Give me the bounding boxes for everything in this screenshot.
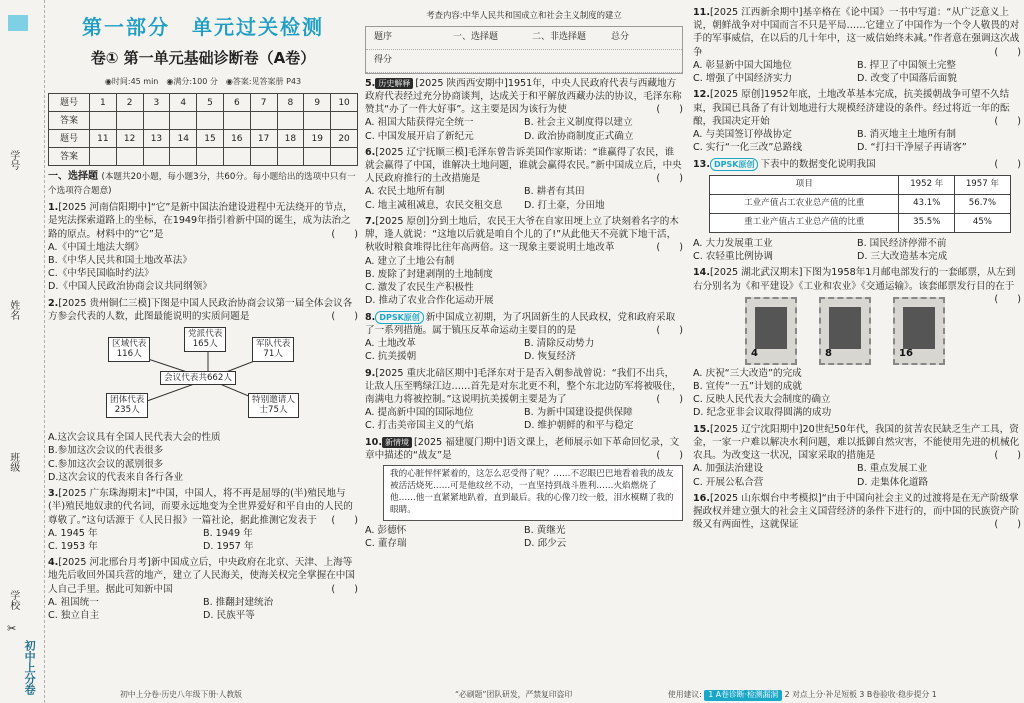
answer-cell[interactable] xyxy=(143,148,170,166)
usage-step-2: 2 对点上分·补足短板 xyxy=(784,690,857,700)
exam-info: ◉时间:45 min ◉满分:100 分 ◉答案:见答案册 P43 xyxy=(104,77,302,87)
option[interactable]: D. 走集体化道路 xyxy=(857,476,929,488)
question-number: 3. xyxy=(48,488,59,500)
option[interactable]: D. 1957 年 xyxy=(203,541,254,553)
grid-cell: 9 xyxy=(304,94,331,112)
grid-cell: 12 xyxy=(116,130,143,148)
option[interactable]: C.参加这次会议的派别很多 xyxy=(48,458,164,470)
question[interactable] xyxy=(693,158,1021,264)
question-number: 4. xyxy=(48,557,59,569)
option[interactable]: A. 土地改革 xyxy=(365,338,416,350)
stamp-image xyxy=(819,297,871,365)
option[interactable]: A. 与美国签订停战协定 xyxy=(693,129,792,141)
grid-cell: 13 xyxy=(143,130,170,148)
answer-cell[interactable] xyxy=(143,112,170,130)
option[interactable]: B. 捍卫了中国领土完整 xyxy=(857,59,957,71)
option[interactable]: A.这次会议具有全国人民代表大会的性质 xyxy=(48,432,221,444)
answer-cell[interactable] xyxy=(304,112,331,130)
memoir-box: 我的心脏怦怦紧着的，这怎么忍受得了呢？……不忍眼巴巴地看着我的战友被活活烧死……可是他纹丝不动，一直坚持到战斗胜利……火焰燃烧了他……他一直紧紧地趴着，直到最后。我的心像刀绞一般，泪水模糊了我的眼睛。 xyxy=(383,465,683,520)
grid-cell: 15 xyxy=(197,130,224,148)
question-text: [2025 重庆北碚区期中]毛泽东对于是否入朝参战曾说：“我们不出兵，让敌人压至鸭绿江边……首先是对东北更不利，整个东北边防军将被吸住，南满电力将被控制。”这说明抗美援朝主要是为了 xyxy=(365,367,682,405)
grid-cell: 3 xyxy=(143,94,170,112)
options xyxy=(693,128,1021,154)
grid-cell: 4 xyxy=(170,94,197,112)
question-stem xyxy=(365,146,683,186)
option[interactable]: C. 抗美援朝 xyxy=(365,351,417,363)
score-header: 二、非选择题 xyxy=(532,32,587,43)
answer-cell[interactable] xyxy=(223,112,250,130)
grid-cell: 7 xyxy=(250,94,277,112)
margin-brand: 初中上分卷 xyxy=(23,640,37,695)
option[interactable]: A. 祖国统一 xyxy=(48,596,99,608)
option[interactable]: D. 推动了农业合作化运动开展 xyxy=(365,295,494,307)
grid-cell: 6 xyxy=(223,94,250,112)
option[interactable]: A. 祖国大陆获得完全统一 xyxy=(365,117,474,129)
question-number: 1. xyxy=(48,202,59,214)
option[interactable]: A. 提高新中国的国际地位 xyxy=(365,407,474,419)
answer-parens: ( ) xyxy=(656,449,683,461)
option[interactable]: C. 开展公私合营 xyxy=(693,476,764,488)
stamp-image xyxy=(745,297,797,365)
options xyxy=(48,241,358,294)
question-list xyxy=(48,201,358,622)
score-header: 题序 xyxy=(374,32,393,43)
grid-cell: 20 xyxy=(331,130,358,148)
options xyxy=(693,462,1021,488)
option[interactable]: B. 推翻封建统治 xyxy=(203,596,274,608)
question-number: 15. xyxy=(693,423,710,435)
question-number: 6. xyxy=(365,146,376,158)
option[interactable]: D. 邱少云 xyxy=(524,537,567,549)
option[interactable]: C. 激发了农民生产积极性 xyxy=(365,282,474,294)
answer-cell[interactable] xyxy=(223,148,250,166)
answer-cell[interactable] xyxy=(197,112,224,130)
option[interactable]: C. 增强了中国经济实力 xyxy=(693,73,793,85)
question-text: [2025 河北邢台月考]新中国成立后，中央政府在北京、天津、上海等地先后收回外国兵营的地产，建立了人民海关，使海关权完全掌握在中国人自己手里。据此可知新中国 xyxy=(48,557,355,595)
table-cell: 43.1% xyxy=(899,194,955,213)
option[interactable]: C. 中国发展开启了新纪元 xyxy=(365,130,474,142)
table-cell: 56.7% xyxy=(955,194,1011,213)
question[interactable] xyxy=(365,215,683,308)
data-table xyxy=(709,175,1011,233)
options xyxy=(365,185,683,211)
option[interactable]: D.这次会议的代表来自各行各业 xyxy=(48,471,184,483)
answer-cell[interactable] xyxy=(170,148,197,166)
question-text: [2025 原创]分到土地后，农民王大爷在自家田埂上立了块刻着名字的木牌，逢人就说：“这地以后就是咱自个儿的了!”从此他天不亮就下地干活，秋收时粮食堆得比往年高两倍。这一现象主要说明土地改革 xyxy=(365,215,679,254)
score-box xyxy=(365,26,683,74)
question-stem xyxy=(693,88,1021,128)
question-stem xyxy=(365,311,683,337)
option[interactable]: D. 恢复经济 xyxy=(524,351,576,363)
question-number: 13. xyxy=(693,158,710,170)
stamp-value: 4 xyxy=(751,347,758,359)
question-number: 10. xyxy=(365,436,382,448)
question-text: 新中国成立初期，为了巩固新生的人民政权，党和政府采取了一系列措施。属于镇压反革命运动主要目的的是 xyxy=(365,311,676,336)
option[interactable]: B. 废除了封建剥削的土地制度 xyxy=(365,268,493,280)
grid-cell: 10 xyxy=(331,94,358,112)
question-list xyxy=(365,77,683,550)
scissors-icon: ✂ xyxy=(5,622,19,635)
question-number: 14. xyxy=(693,267,710,279)
question[interactable] xyxy=(365,77,683,143)
question-text: [2025 贵州铜仁三模]下图是中国人民政治协商会议第一届全体会议各方参会代表的人数，此图最能说明的实质问题是 xyxy=(48,297,353,322)
answer-parens: ( ) xyxy=(994,519,1021,531)
question[interactable] xyxy=(365,311,683,364)
topic-header: 考查内容:中华人民共和国成立和社会主义制度的建立 xyxy=(426,10,622,20)
option[interactable]: D. “打扫干净屋子再请客” xyxy=(857,142,967,154)
option[interactable]: A. 1945 年 xyxy=(48,527,98,539)
options xyxy=(693,237,1021,263)
stamp-image xyxy=(893,297,945,365)
question-stem xyxy=(693,6,1021,59)
option[interactable]: B.参加这次会议的代表很多 xyxy=(48,445,164,457)
options xyxy=(48,431,358,484)
question-stem xyxy=(365,367,683,407)
part-title: 第一部分 单元过关检测 xyxy=(82,15,324,39)
column-3 xyxy=(693,0,1021,703)
question-text: [2025 山东烟台中考模拟]“由于中国向社会主义的过渡将是在无产阶级掌握政权并建立强大的社会主义国营经济的条件下进行的，而中国的民族资产阶级又有两面性，这就保证 xyxy=(693,492,1020,531)
paper-title: 卷① 第一单元基础诊断卷（A卷） xyxy=(90,48,316,67)
usage-step-3: 3 B卷验收·稳步提分 xyxy=(859,690,930,700)
options xyxy=(693,367,1021,420)
answer-cell[interactable] xyxy=(197,148,224,166)
answer-parens: ( ) xyxy=(331,310,358,322)
question-text: [2025 湖北武汉期末]下图为1958年1月邮电部发行的一套邮票，从左到右分别名为《和平建设》《工业和农业》《交通运输》。该套邮票发行目的在于 xyxy=(693,267,1016,292)
option[interactable]: C. 反映人民代表大会制度的确立 xyxy=(693,394,831,406)
table-header: 1957 年 xyxy=(955,175,1011,194)
question-text: [2025 辽宁抚顺三模]毛泽东曾告诉美国作家斯诺：“谁赢得了农民，谁就会赢得了中国，谁解决土地问题，谁就会赢得农民。”新中国成立后，中央人民政府推行的土改措施是 xyxy=(365,146,682,185)
option[interactable]: A. 彭德怀 xyxy=(365,524,407,536)
question-stem xyxy=(365,436,683,462)
option[interactable]: B. 耕者有其田 xyxy=(524,186,585,198)
answer-grid xyxy=(48,93,358,166)
options xyxy=(365,255,683,308)
question-number: 9. xyxy=(365,367,376,379)
question-stem xyxy=(365,215,683,255)
margin-label-name: 姓名 xyxy=(7,300,19,320)
option[interactable]: B. 为新中国建设提供保障 xyxy=(524,407,633,419)
question[interactable] xyxy=(48,297,358,484)
table-header: 1952 年 xyxy=(899,175,955,194)
diagram-center-box: 会议代表共662人 xyxy=(160,371,236,385)
table-cell: 35.5% xyxy=(899,213,955,232)
option[interactable]: C. 董存瑞 xyxy=(365,537,407,549)
question-tag: 新情境 xyxy=(382,437,412,448)
question-text: [2025 陕西西安期中]1951年，中央人民政府代表与西藏地方政府代表经过充分协商谈判，达成关于和平解放西藏办法的协议，毛泽东称赞其“办了一件大好事”。这主要是因为该行为使 xyxy=(365,77,682,116)
question[interactable] xyxy=(365,436,683,550)
question-text: [2025 福建厦门期中]语文课上，老师展示如下革命回忆录，文章中描述的“战友”是 xyxy=(365,436,680,461)
question[interactable] xyxy=(693,492,1021,532)
option[interactable]: D. 民族平等 xyxy=(203,610,255,622)
question-number: 5. xyxy=(365,77,376,89)
answer-parens: ( ) xyxy=(331,514,358,526)
options xyxy=(365,406,683,432)
answer-parens: ( ) xyxy=(656,173,683,185)
question-stem xyxy=(48,201,358,241)
question[interactable] xyxy=(48,556,358,622)
option[interactable]: A.《中国土地法大纲》 xyxy=(48,241,144,253)
option[interactable]: B. 社会主义制度得以建立 xyxy=(524,117,633,129)
question-stem xyxy=(365,77,683,117)
answer-cell[interactable] xyxy=(277,148,304,166)
column-2 xyxy=(365,0,683,703)
question-stem xyxy=(48,487,358,527)
question-stem xyxy=(693,266,1021,305)
question-text: [2025 江西新余期中]基辛格在《论中国》一书中写道：“从广泛意义上说，朝鲜战争对中国而言不只是平局……它建立了中国作为一个令人敬畏的对手的军事威信，在以后的几十年中，这一威信始终未减。”作者意在强调这次战争 xyxy=(693,7,1020,58)
question-number: 8. xyxy=(365,311,376,323)
table-cell: 工业产值占工农业总产值的比重 xyxy=(710,194,899,213)
grid-cell: 14 xyxy=(170,130,197,148)
table-cell: 重工业产值占工业总产值的比重 xyxy=(710,213,899,232)
option[interactable]: D. 打土豪，分田地 xyxy=(524,199,605,211)
question[interactable] xyxy=(693,6,1021,85)
grid-cell: 8 xyxy=(277,94,304,112)
options xyxy=(365,116,683,142)
options xyxy=(365,337,683,363)
option[interactable]: C.《中华民国临时约法》 xyxy=(48,268,154,280)
table-cell: 45% xyxy=(955,213,1011,232)
grid-cell: 18 xyxy=(277,130,304,148)
option[interactable]: D. 三大改造基本完成 xyxy=(857,251,948,263)
answer-parens: ( ) xyxy=(994,158,1021,170)
answer-cell[interactable] xyxy=(250,112,277,130)
option[interactable]: D. 改变了中国落后面貌 xyxy=(857,73,957,85)
answer-parens: ( ) xyxy=(331,228,358,240)
ai-badge: DPSK原创 xyxy=(375,311,423,324)
answer-parens: ( ) xyxy=(656,104,683,116)
question[interactable] xyxy=(693,266,1021,419)
option[interactable]: C. 农轻重比例协调 xyxy=(693,251,773,263)
option[interactable]: A. 建立了土地公有制 xyxy=(365,255,455,267)
option[interactable]: B. 重点发展工业 xyxy=(857,463,928,475)
question[interactable] xyxy=(48,201,358,294)
footer-usage: 使用建议: 1 A卷诊断·检测漏洞 2 对点上分·补足短板 3 B卷验收·稳步提分 1 xyxy=(668,690,937,700)
ai-badge: DPSK原创 xyxy=(710,158,758,171)
answer-parens: ( ) xyxy=(331,583,358,595)
answer-parens: ( ) xyxy=(994,115,1021,127)
score-header: 总分 xyxy=(611,32,630,43)
diagram-group-box: 团体代表 235人 xyxy=(106,393,148,418)
stamp-value: 16 xyxy=(899,347,913,359)
question-tag: 历史解释 xyxy=(375,78,413,89)
table-header: 项目 xyxy=(710,175,899,194)
corner-mark xyxy=(8,15,28,31)
binding-margin xyxy=(0,0,45,703)
diagram-region-box: 区域代表 116人 xyxy=(108,337,150,362)
question-stem xyxy=(693,158,1021,171)
question-text: [2025 广东珠海期末]“中国，中国人，将不再是屈辱的(半)殖民地与(半)殖民地奴隶的代名词，而要永远地变为全世界爱好和平自由的人民的尊敬了。”这句话源于《人民日报》一篇社论，据此推测它发表于 xyxy=(48,488,353,526)
answer-cell[interactable] xyxy=(116,112,143,130)
section-note: (本题共20小题，每小题3分，共60分。每小题给出的选项中只有一个选项符合题意) xyxy=(48,172,356,197)
option[interactable]: B. 清除反动势力 xyxy=(524,338,595,350)
answer-cell[interactable] xyxy=(116,148,143,166)
option[interactable]: C. 打击美帝国主义的气焰 xyxy=(365,420,474,432)
option[interactable]: B.《中华人民共和国土地改革法》 xyxy=(48,254,192,266)
grid-label: 题号 xyxy=(49,94,90,112)
option[interactable]: B. 宣传“一五”计划的成就 xyxy=(693,380,802,392)
answer-parens: ( ) xyxy=(656,242,683,254)
grid-cell: 2 xyxy=(116,94,143,112)
diagram-party-box: 党派代表 165人 xyxy=(184,327,226,352)
stamp-set xyxy=(745,297,994,365)
usage-step-1: 1 A卷诊断·检测漏洞 xyxy=(704,690,782,701)
options xyxy=(365,524,683,550)
footer-left: 初中上分卷·历史八年级下册·人教版 xyxy=(120,690,242,700)
options xyxy=(48,596,358,622)
stamp-picture xyxy=(755,307,787,349)
stamp-picture xyxy=(829,307,861,349)
answer-cell[interactable] xyxy=(277,112,304,130)
footer-middle: “必刷题”团队研发，严禁复印盗印 xyxy=(455,690,573,700)
question-stem xyxy=(48,297,358,323)
answer-cell[interactable] xyxy=(331,148,358,166)
question-stem xyxy=(48,556,358,596)
option[interactable]: C. 地主减租减息，农民交租交息 xyxy=(365,199,503,211)
diagram-army-box: 军队代表 71人 xyxy=(252,337,294,362)
option[interactable]: B. 国民经济停滞不前 xyxy=(857,237,947,249)
option[interactable]: D. 纪念亚非会议取得圆满的成功 xyxy=(693,407,832,419)
option[interactable]: C. 1953 年 xyxy=(48,541,98,553)
option[interactable]: C. 实行“一化三改”总路线 xyxy=(693,142,803,154)
question-text: [2025 辽宁沈阳期中]20世纪50年代，我国的贫苦农民缺乏生产工具，资金，一家一户难以解决水利问题，难以抵御自然灾害，不能使用先进的机械化农具。为改变这一状况，国家采取的措施是 xyxy=(693,423,1020,462)
grid-cell: 5 xyxy=(197,94,224,112)
score-header: 得分 xyxy=(374,55,393,66)
question[interactable] xyxy=(693,88,1021,154)
grid-cell: 11 xyxy=(89,130,116,148)
question-number: 12. xyxy=(693,89,710,101)
page-number: 1 xyxy=(931,690,937,700)
options xyxy=(693,59,1021,85)
score-header: 一、选择题 xyxy=(453,32,499,43)
option[interactable]: D.《中国人民政治协商会议共同纲领》 xyxy=(48,281,212,293)
section-heading: 一、选择题 (本题共20小题，每小题3分，共60分。每小题给出的选项中只有一个选项符合题意) xyxy=(48,171,356,197)
question-number: 11. xyxy=(693,7,710,18)
answer-cell[interactable] xyxy=(304,148,331,166)
option[interactable]: B. 黄继光 xyxy=(524,524,566,536)
answer-parens: ( ) xyxy=(994,450,1021,462)
answer-cell[interactable] xyxy=(89,112,116,130)
column-1 xyxy=(48,0,358,703)
margin-label-school: 学校 xyxy=(7,590,19,610)
question[interactable] xyxy=(365,367,683,433)
answer-cell[interactable] xyxy=(331,112,358,130)
answer-parens: ( ) xyxy=(994,46,1021,58)
option[interactable]: B. 消灭地主土地所有制 xyxy=(857,129,957,141)
options xyxy=(48,527,358,553)
option[interactable]: D. 维护朝鲜的和平与稳定 xyxy=(524,420,634,432)
question-text: [2025 原创]1952年底，土地改革基本完成，抗美援朝战争可望不久结束，我国已具备了有计划地进行大规模经济建设的条件。经过将近一年的酝酿，我国决定开始 xyxy=(693,89,1010,127)
answer-cell[interactable] xyxy=(250,148,277,166)
question-stem xyxy=(693,492,1021,532)
option[interactable]: A. 大力发展重工业 xyxy=(693,237,773,249)
margin-label-student-id: 学号 xyxy=(7,150,19,170)
question[interactable] xyxy=(365,146,683,212)
question-list xyxy=(693,6,1021,532)
question-stem xyxy=(693,423,1021,463)
option[interactable]: A. 加强法治建设 xyxy=(693,463,764,475)
option[interactable]: C. 独立自主 xyxy=(48,610,100,622)
grid-cell: 1 xyxy=(89,94,116,112)
question-text: 下表中的数据变化说明我国 xyxy=(760,158,876,170)
question-number: 16. xyxy=(693,492,710,504)
option[interactable]: D. 政治协商制度正式确立 xyxy=(524,130,634,142)
grid-cell: 19 xyxy=(304,130,331,148)
question[interactable] xyxy=(693,423,1021,489)
answer-parens: ( ) xyxy=(656,393,683,405)
answer-cell[interactable] xyxy=(89,148,116,166)
option[interactable]: A. 庆祝“三大改造”的完成 xyxy=(693,367,802,379)
question-number: 7. xyxy=(365,215,376,227)
stamp-picture xyxy=(903,307,935,349)
grid-cell: 16 xyxy=(223,130,250,148)
grid-cell: 17 xyxy=(250,130,277,148)
grid-label: 答案 xyxy=(49,112,90,130)
question-text: [2025 河南信阳期中]“它”是新中国法治建设进程中无法绕开的节点，是宪法探索道路上的坐标，在1949年指引着新中国的诞生，成为法治之路的原点。材料中的“它”是 xyxy=(48,202,353,240)
diagram-special-box: 特别邀请人 士75人 xyxy=(248,393,299,418)
delegate-diagram xyxy=(48,327,358,427)
answer-cell[interactable] xyxy=(170,112,197,130)
grid-label: 答案 xyxy=(49,148,90,166)
question-number: 2. xyxy=(48,297,59,309)
answer-parens: ( ) xyxy=(994,293,1021,305)
answer-parens: ( ) xyxy=(656,324,683,336)
option[interactable]: B. 1949 年 xyxy=(203,527,253,539)
margin-label-class: 班级 xyxy=(7,452,19,472)
grid-label: 题号 xyxy=(49,130,90,148)
option[interactable]: A. 农民土地所有制 xyxy=(365,186,445,198)
question[interactable] xyxy=(48,487,358,553)
stamp-value: 8 xyxy=(825,347,832,359)
option[interactable]: A. 彰显新中国大国地位 xyxy=(693,59,792,71)
